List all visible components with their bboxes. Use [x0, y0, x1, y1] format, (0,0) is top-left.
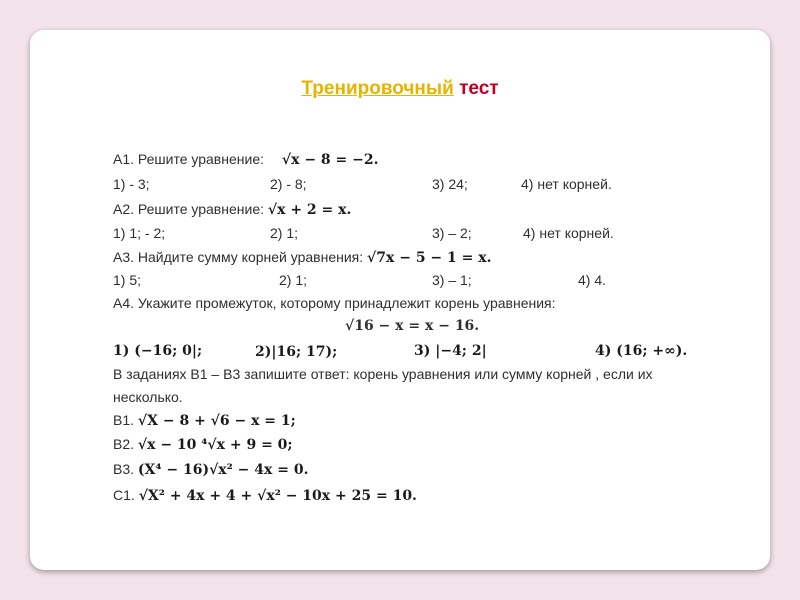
task-b2-label: В2. — [113, 436, 135, 452]
task-b1 — [113, 412, 296, 429]
instructions-line-1: В заданиях В1 – В3 запишите ответ: корень уравнения или сумму корней , если их — [113, 366, 653, 382]
question-a1-equation: √x − 8 = −2. — [281, 152, 379, 168]
a2-option-2: 2) 1; — [270, 225, 299, 241]
a3-option-2: 2) 1; — [279, 272, 308, 288]
question-a1-prompt: А1. Решите уравнение: — [113, 151, 264, 167]
task-c1 — [113, 487, 417, 504]
question-a3-prompt: А3. Найдите сумму корней уравнения: — [113, 249, 364, 265]
task-b3-label: В3. — [113, 461, 135, 477]
instructions-line-2: несколько. — [113, 389, 183, 405]
question-a3 — [113, 249, 491, 266]
a1-option-4: 4) нет корней. — [521, 176, 612, 192]
a4-option-1: 1) (−16; 0|; — [113, 343, 203, 359]
task-c1-label: С1. — [113, 487, 135, 503]
task-b2-equation: √x − 10 ⁴√x + 9 = 0; — [137, 437, 293, 453]
a3-option-3: 3) – 1; — [432, 272, 472, 288]
task-b1-equation: √X − 8 + √6 − x = 1; — [137, 413, 296, 429]
task-b1-label: В1. — [113, 412, 135, 428]
page-title — [0, 78, 800, 100]
a2-option-1: 1) 1; - 2; — [113, 225, 166, 241]
a1-option-3: 3) 24; — [432, 176, 468, 192]
a2-option-4: 4) нет корней. — [523, 225, 614, 241]
a4-option-2: 2)|16; 17); — [255, 344, 338, 360]
title-highlight: Тренировочный — [301, 78, 454, 99]
question-a3-equation: √7x − 5 − 1 = x. — [367, 250, 492, 266]
question-a4-equation: √16 − x = x − 16. — [345, 318, 480, 334]
question-a2-prompt: А2. Решите уравнение: — [113, 201, 264, 217]
question-a2-equation: √x + 2 = x. — [267, 202, 352, 218]
a1-option-1: 1) - 3; — [113, 176, 150, 192]
a3-option-1: 1) 5; — [113, 272, 142, 288]
question-a1 — [113, 151, 378, 168]
a4-option-3: 3) |−4; 2| — [414, 343, 487, 359]
a1-option-2: 2) - 8; — [270, 176, 307, 192]
question-a2 — [113, 201, 351, 218]
a4-option-4: 4) (16; +∞). — [595, 343, 688, 359]
task-b3-equation: (X⁴ − 16)√x² − 4x = 0. — [137, 462, 309, 478]
task-b3 — [113, 461, 308, 478]
task-b2 — [113, 436, 293, 453]
question-a4: А4. Укажите промежуток, которому принадлежит корень уравнения: — [113, 295, 556, 311]
a3-option-4: 4) 4. — [578, 272, 607, 288]
title-rest: тест — [459, 78, 499, 99]
task-c1-equation: √X² + 4x + 4 + √x² − 10x + 25 = 10. — [138, 488, 417, 504]
a2-option-3: 3) – 2; — [432, 225, 472, 241]
